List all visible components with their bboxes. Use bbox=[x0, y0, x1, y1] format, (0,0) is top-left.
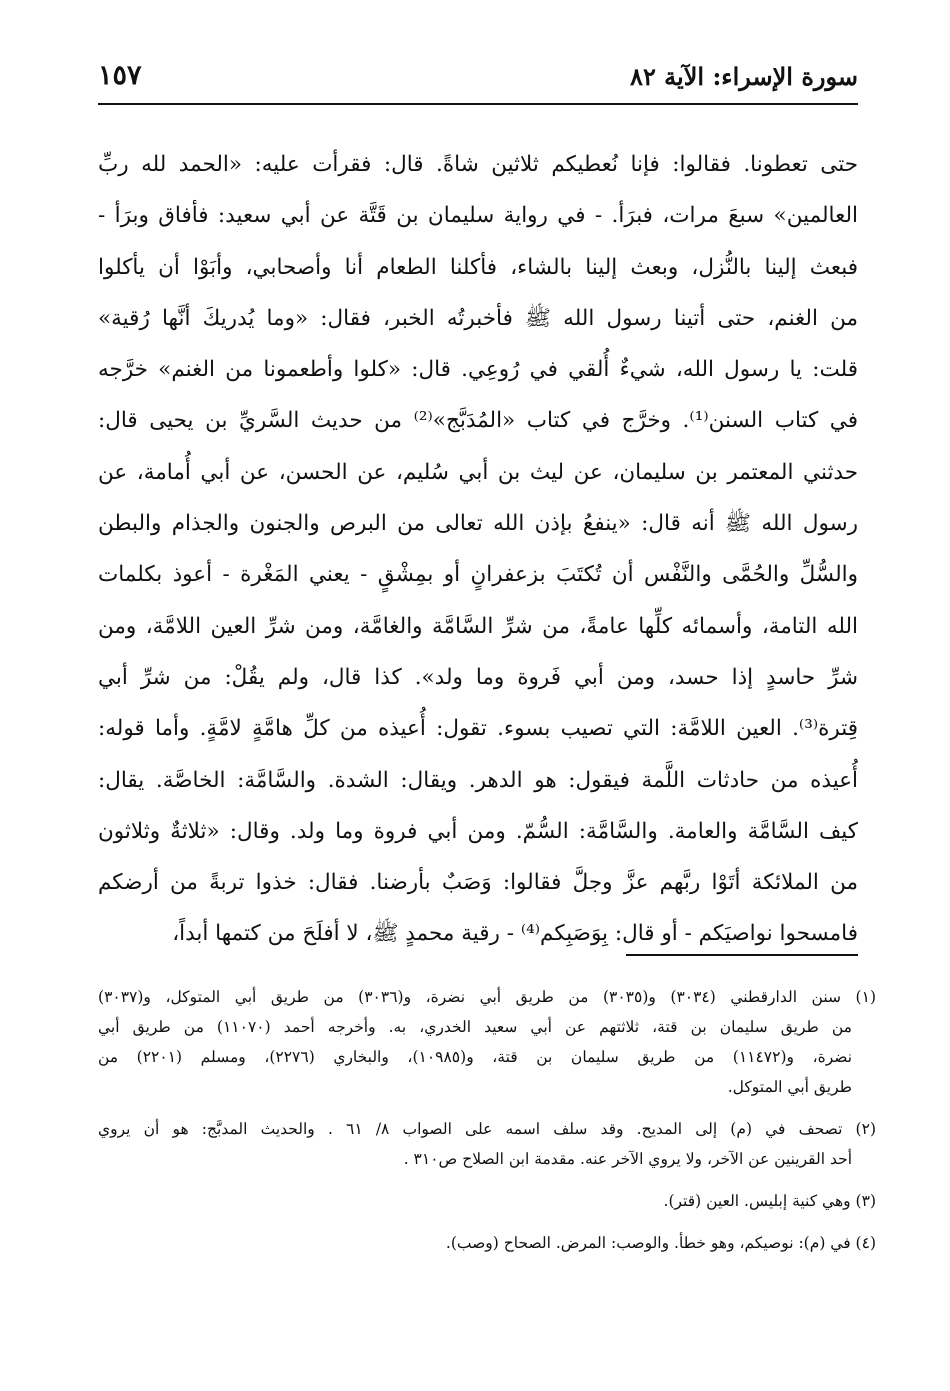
text-line: كيف السَّامَّة والعامة. والسَّامَّة: السُّمّ. ومن أبي فروة وما ولد. وقال: «ثلاثةٌ وثلاثون bbox=[98, 818, 858, 844]
footnotes bbox=[98, 982, 876, 1258]
footnote-line: طريق أبي المتوكل. bbox=[727, 1078, 852, 1096]
main-text bbox=[98, 139, 858, 960]
text-line: رسول الله ﷺ أنه قال: «ينفعُ بإذن الله تعالى من البرص والجنون والجذام والبطن bbox=[98, 511, 858, 537]
footnote-1 bbox=[98, 982, 876, 1102]
text-line: فبعث إلينا بالنُّزل، وبعث إلينا بالشاء، فأكلنا الطعام أنا وأصحابي، وأبَوْا أن يأكلوا bbox=[98, 254, 858, 280]
running-title: سورة الإسراء: الآية ٨٢ bbox=[630, 62, 858, 91]
footnote-line: نضرة، و(١١٤٧٢) من طريق سليمان بن قتة، و(١٠٩٨٥)، والبخاري (٢٢٧٦)، ومسلم (٢٢٠١) من bbox=[98, 1048, 853, 1066]
footnote-4 bbox=[98, 1228, 876, 1258]
text-line: قلت: يا رسول الله، شيءٌ أُلقي في رُوعِي. قال: «كلوا وأطعمونا من الغنم» خرَّجه bbox=[98, 357, 858, 383]
footnote-separator bbox=[626, 954, 858, 956]
text-line: أُعيذه من حادثات اللَّمة فيقول: هو الدهر. ويقال: الشدة. والسَّامَّة: الخاصَّة. يقال: bbox=[98, 767, 858, 793]
footnote-line: (١) سنن الدارقطني (٣٠٣٤) و(٣٠٣٥) من طريق أبي نضرة، و(٣٠٣٦) من طريق أبي المتوكل، و(٣٠٣٧) bbox=[98, 988, 876, 1006]
text-line: حتى تعطونا. فقالوا: فإنا نُعطيكم ثلاثين شاةً. قال: فقرأت عليه: «الحمد لله ربِّ bbox=[98, 152, 858, 177]
text-line: من الملائكة أتَوْا ربَّهم عزَّ وجلَّ فقالوا: وَصَبٌ بأرضنا. فقال: خذوا تربةً من أرضكم bbox=[98, 870, 858, 896]
text-line: العالمين» سبعَ مرات، فبرَأ. - في رواية سليمان بن قَتَّة عن أبي سعيد: فأفاق وبرَأ - bbox=[98, 203, 858, 229]
text-line: فامسحوا نواصيَكم - أو قال: بِوَصَبِكم⁽⁴⁾ - رقية محمدٍ ﷺ، لا أفلَحَ من كتمها أبداً، bbox=[172, 921, 858, 947]
footnote-line: (٣) وهي كنية إبليس. العين (قتر). bbox=[663, 1192, 876, 1210]
text-line: قِترة⁽³⁾. العين اللامَّة: التي تصيب بسوء. تقول: أُعيذه من كلِّ هامَّةٍ لامَّةٍ. وأما قوله: bbox=[98, 716, 858, 742]
header-rule bbox=[98, 103, 858, 105]
text-line: الله التامة، وأسمائه كلِّها عامةً، من شرِّ السَّامَّة والغامَّة، ومن شرِّ العين اللامَّة، ومن bbox=[98, 613, 858, 639]
text-line: شرِّ حاسدٍ إذا حسد، ومن أبي فَروة وما ولد». كذا قال، ولم يقُلْ: من شرِّ أبي bbox=[98, 664, 858, 690]
text-line: في كتاب السنن⁽¹⁾. وخرَّج في كتاب «المُدَبَّج»⁽²⁾ من حديث السَّريِّ بن يحيى قال: bbox=[98, 408, 858, 434]
footnote-line: من طريق سليمان بن قتة، ثلاثتهم عن أبي سعيد الخدري، به. وأخرجه أحمد (١١٠٧٠) من طريق أبي bbox=[98, 1018, 852, 1036]
page-number: ١٥٧ bbox=[98, 60, 142, 91]
text-line: حدثني المعتمر بن سليمان، عن ليث بن أبي سُليم، عن الحسن، عن أبي أُمامة، عن bbox=[98, 459, 858, 485]
footnote-2 bbox=[98, 1114, 876, 1174]
footnote-line: (٤) في (م): نوصيكم، وهو خطأ. والوصب: المرض. الصحاح (وصب). bbox=[445, 1234, 876, 1252]
text-line: والسُّلِّ والحُمَّى والنَّفْس أن تُكتَبَ بزعفرانٍ أو بمِشْقٍ - يعني المَغْرة - أعوذ بكلمات bbox=[98, 562, 858, 588]
footnote-line: أحد القرينين عن الآخر، ولا يروي الآخر عنه. مقدمة ابن الصلاح ص٣١٠ . bbox=[403, 1150, 852, 1168]
text-line: من الغنم، حتى أتينا رسول الله ﷺ فأخبرتُه الخبر، فقال: «وما يُدريكَ أنَّها رُقية» bbox=[98, 305, 858, 331]
footnote-line: (٢) تصحف في (م) إلى المديح. وقد سلف اسمه على الصواب ٨/ ٦١ . والحديث المدبَّج: هو أن يروي bbox=[98, 1120, 876, 1138]
page-header bbox=[98, 62, 858, 104]
footnote-3 bbox=[98, 1186, 876, 1216]
